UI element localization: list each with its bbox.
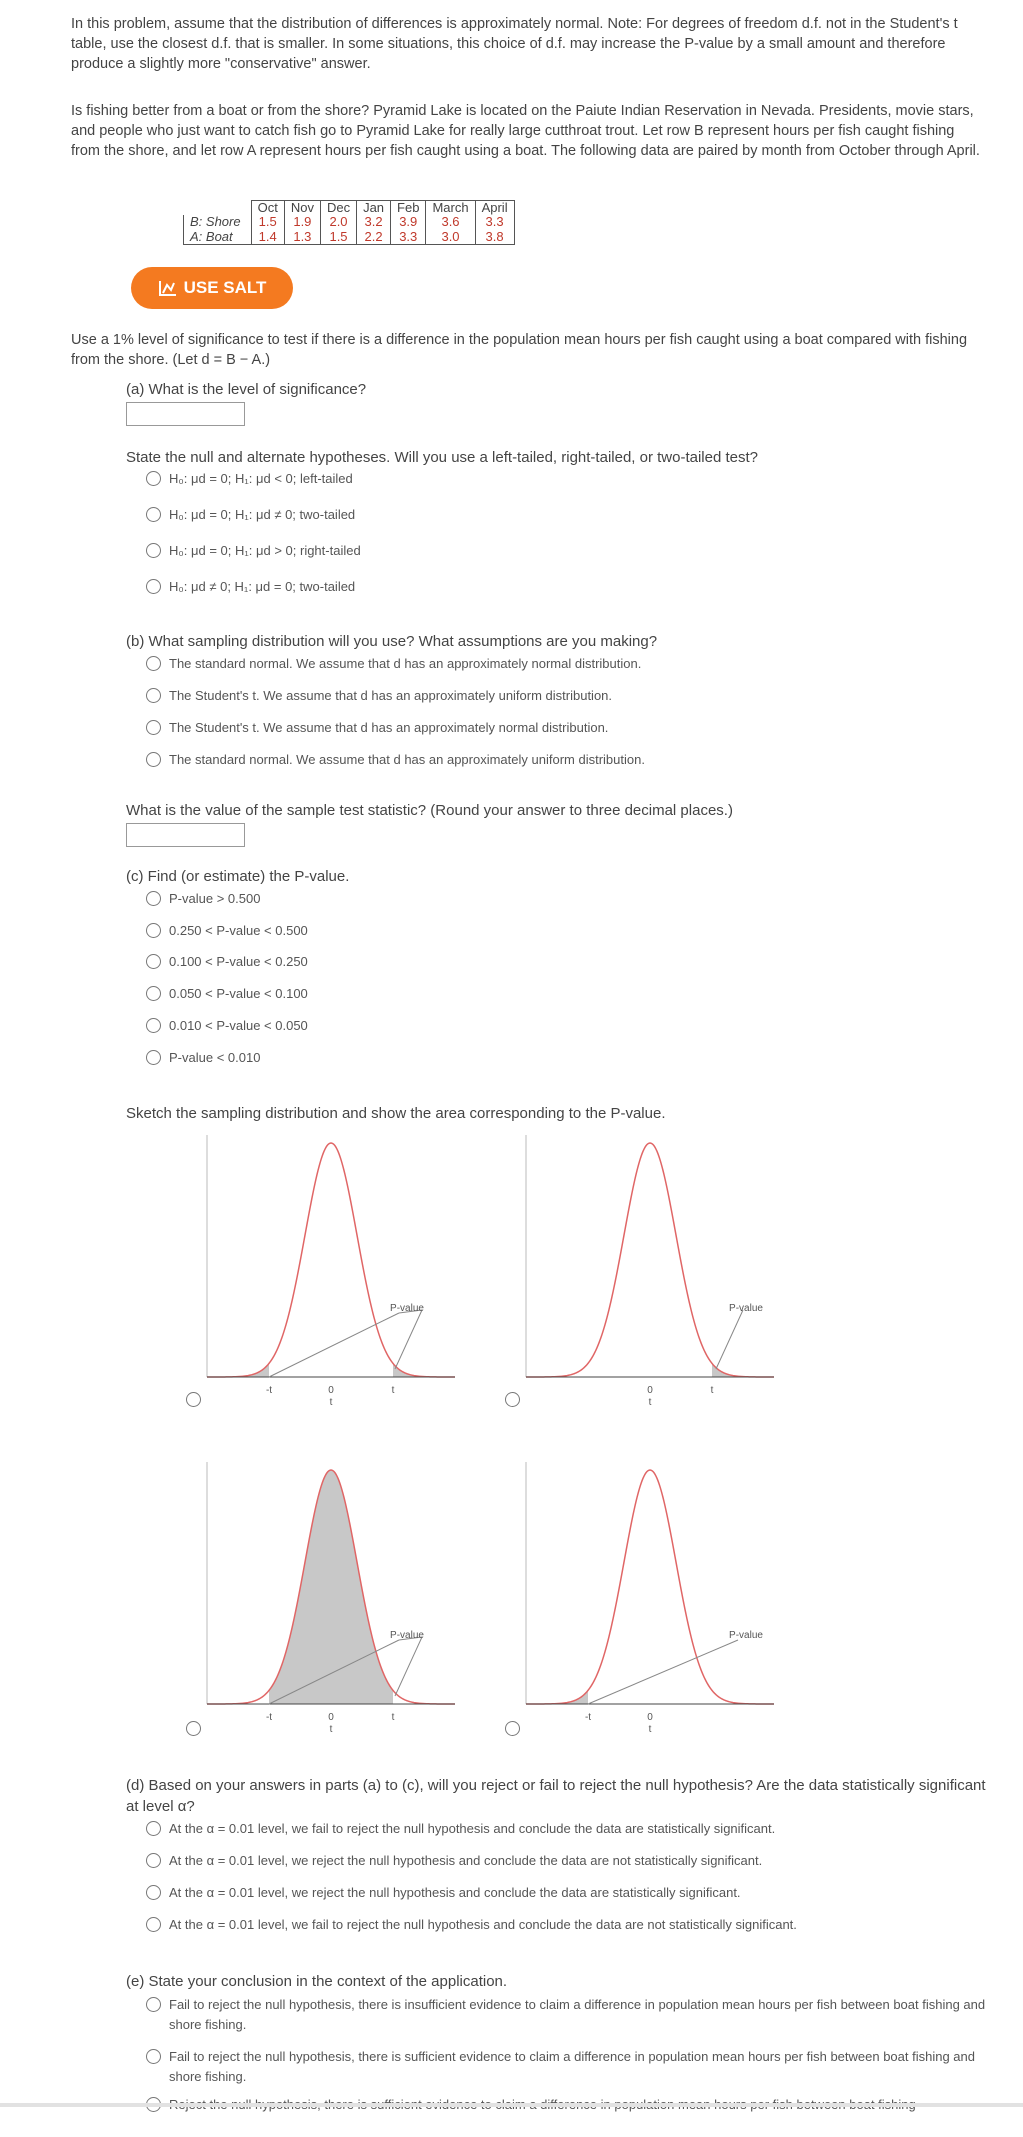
test-statistic-question: What is the value of the sample test statistic? (Round your answer to three decimal places.) (126, 802, 733, 819)
scroll-edge (0, 2103, 1023, 2107)
conclusion-option[interactable]: At the α = 0.01 level, we reject the null hypothesis and conclude the data are not statistically significant. (146, 1852, 762, 1870)
radio-button[interactable] (146, 1885, 161, 1900)
hypothesis-option[interactable]: H₀: μd = 0; H₁: μd < 0; left-tailed (146, 470, 353, 488)
radio-button[interactable] (146, 543, 161, 558)
pvalue-pointer (269, 1313, 399, 1377)
tick-label-t: t (710, 1385, 714, 1396)
pvalue-pointer (716, 1310, 743, 1369)
table-cell: 2.2 (357, 230, 391, 245)
pvalue-label: P-value (729, 1303, 763, 1314)
part-e-question: (e) State your conclusion in the context of the application. (126, 1973, 508, 1990)
row-label: A: Boat (184, 230, 252, 245)
radio-button[interactable] (146, 688, 161, 703)
radio-button[interactable] (146, 720, 161, 735)
axis-label-t: t (329, 1397, 333, 1408)
pvalue-label: P-value (390, 1630, 424, 1641)
table-header-cell: March (426, 201, 475, 216)
axis-label-t: t (648, 1724, 652, 1735)
radio-button[interactable] (146, 507, 161, 522)
distribution-option[interactable]: The standard normal. We assume that d has an approximately uniform distribution. (146, 751, 645, 769)
data-table (183, 200, 515, 245)
radio-button[interactable] (146, 1018, 161, 1033)
problem-description: Is fishing better from a boat or from the shore? Pyramid Lake is located on the Paiute Indian Reservation in Nevada. Presidents, movie stars, and people who just want to catch fish go to Pyramid Lake for really large cutthroat trout. Let row B represent hours per fish caught fishing from the shore, and let row A represent hours per fish caught using a boat. The following data are paired by month from October through April. (71, 103, 980, 159)
radio-button[interactable] (146, 954, 161, 969)
distribution-curve (207, 1143, 455, 1377)
pvalue-shaded-area-left (207, 1363, 269, 1377)
pvalue-shaded-area-right (393, 1363, 455, 1377)
hypothesis-option[interactable]: H₀: μd = 0; H₁: μd > 0; right-tailed (146, 542, 361, 560)
table-row (184, 230, 515, 245)
table-cell: 3.3 (475, 215, 514, 229)
tick-label-t: t (391, 1712, 395, 1723)
graph-option-radio[interactable] (186, 1392, 201, 1407)
hypothesis-option[interactable]: H₀: μd = 0; H₁: μd ≠ 0; two-tailed (146, 506, 355, 524)
conclusion-option[interactable]: At the α = 0.01 level, we fail to reject the null hypothesis and conclude the data are not statistically significant. (146, 1916, 797, 1934)
radio-button[interactable] (146, 752, 161, 767)
radio-button[interactable] (146, 1821, 161, 1836)
table-cell: 3.2 (357, 215, 391, 229)
part-d-question: (d) Based on your answers in parts (a) to (c), will you reject or fail to reject the null hypothesis? Are the data statistically significant at level α? (126, 1777, 986, 1815)
radio-button[interactable] (146, 471, 161, 486)
table-cell: 2.0 (320, 215, 356, 229)
table-cell: 3.9 (391, 215, 426, 229)
table-row (184, 215, 515, 229)
table-header-cell: April (475, 201, 514, 216)
context-option[interactable]: Fail to reject the null hypothesis, there is insufficient evidence to claim a difference in population mean hours per fish between boat fishing and shore fishing. (146, 1995, 999, 2035)
pvalue-shaded-area (269, 1470, 393, 1704)
context-option[interactable]: Fail to reject the null hypothesis, there is sufficient evidence to claim a difference in population mean hours per fish between boat fishing and shore fishing. (146, 2047, 999, 2087)
tick-label-neg-t: -t (584, 1712, 592, 1723)
radio-button[interactable] (146, 891, 161, 906)
part-c-question: (c) Find (or estimate) the P-value. (126, 868, 350, 885)
graph-option-radio[interactable] (505, 1392, 520, 1407)
distribution-option[interactable]: The standard normal. We assume that d has an approximately normal distribution. (146, 655, 641, 673)
pvalue-shaded-area (526, 1690, 588, 1704)
table-cell: 1.5 (320, 230, 356, 245)
axis-label-t: t (329, 1724, 333, 1735)
radio-button[interactable] (146, 656, 161, 671)
radio-button[interactable] (146, 2049, 161, 2064)
graph-option-radio[interactable] (505, 1721, 520, 1736)
table-cell: 3.8 (475, 230, 514, 245)
table-cell: 1.3 (284, 230, 320, 245)
graph-left-tailed (526, 1462, 782, 1742)
table-header-cell: Oct (251, 201, 284, 216)
table-cell: 3.6 (426, 215, 475, 229)
radio-button[interactable] (146, 579, 161, 594)
pvalue-option[interactable]: 0.250 < P-value < 0.500 (146, 922, 308, 940)
tick-label-neg-t: -t (265, 1385, 273, 1396)
radio-button[interactable] (146, 1917, 161, 1932)
graph-center-area (207, 1462, 463, 1742)
table-header-cell: Dec (320, 201, 356, 216)
tick-label-zero: 0 (328, 1385, 334, 1396)
graph-option-radio[interactable] (186, 1721, 201, 1736)
tick-label-t: t (391, 1385, 395, 1396)
sketch-question: Sketch the sampling distribution and show the area corresponding to the P-value. (126, 1105, 666, 1122)
radio-button[interactable] (146, 923, 161, 938)
table-cell: 1.9 (284, 215, 320, 229)
radio-button[interactable] (146, 1997, 161, 2012)
tick-label-zero: 0 (328, 1712, 334, 1723)
table-cell: 1.4 (251, 230, 284, 245)
hypotheses-question: State the null and alternate hypotheses. Will you use a left-tailed, right-tailed, or two-tailed test? (126, 449, 759, 466)
table-header-cell: Feb (391, 201, 426, 216)
pvalue-option[interactable]: P-value < 0.010 (146, 1049, 260, 1067)
significance-input[interactable] (126, 402, 245, 426)
conclusion-option[interactable]: At the α = 0.01 level, we reject the null hypothesis and conclude the data are statistically significant. (146, 1884, 741, 1902)
distribution-option[interactable]: The Student's t. We assume that d has an approximately uniform distribution. (146, 687, 612, 705)
table-header-cell: Jan (357, 201, 391, 216)
salt-chart-icon (158, 279, 178, 297)
test-prompt: Use a 1% level of significance to test if there is a difference in the population mean hours per fish caught using a boat compared with fishing from the shore. (Let d = B − A.) (71, 332, 968, 368)
row-label: B: Shore (184, 215, 252, 229)
pvalue-label: P-value (390, 1303, 424, 1314)
graph-two-tailed (207, 1135, 463, 1415)
table-cell: 3.0 (426, 230, 475, 245)
table-cell: 1.5 (251, 215, 284, 229)
radio-button[interactable] (146, 1050, 161, 1065)
pvalue-option[interactable]: 0.050 < P-value < 0.100 (146, 985, 308, 1003)
radio-button[interactable] (146, 1853, 161, 1868)
tick-label-zero: 0 (647, 1385, 653, 1396)
part-b-question: (b) What sampling distribution will you use? What assumptions are you making? (126, 633, 658, 650)
test-statistic-input[interactable] (126, 823, 245, 847)
pvalue-label: P-value (729, 1630, 763, 1641)
intro-paragraph: In this problem, assume that the distribution of differences is approximately normal. Note: For degrees of freedom d.f. not in the Student's t table, use the closest d.f. that is smaller. In some situations, this choice of d.f. may increase the P-value by a small amount and therefore produce a slightly more "conservative" answer. (71, 16, 958, 72)
table-cell: 3.3 (391, 230, 426, 245)
part-a-question: (a) What is the level of significance? (126, 381, 367, 398)
table-corner (184, 201, 252, 216)
tick-label-neg-t: -t (265, 1712, 273, 1723)
conclusion-option[interactable]: At the α = 0.01 level, we fail to reject the null hypothesis and conclude the data are statistically significant. (146, 1820, 775, 1838)
tick-label-zero: 0 (647, 1712, 653, 1723)
pvalue-pointer (395, 1637, 422, 1696)
axis-label-t: t (648, 1397, 652, 1408)
use-salt-label: USE SALT (183, 278, 267, 297)
table-header-cell: Nov (284, 201, 320, 216)
distribution-curve (526, 1143, 774, 1377)
pvalue-option[interactable]: P-value > 0.500 (146, 890, 260, 908)
table-header-row (184, 201, 515, 216)
hypothesis-option[interactable]: H₀: μd ≠ 0; H₁: μd = 0; two-tailed (146, 578, 355, 596)
pvalue-pointer (395, 1310, 422, 1369)
graph-right-tailed (526, 1135, 782, 1415)
use-salt-button[interactable] (131, 267, 293, 309)
radio-button[interactable] (146, 986, 161, 1001)
distribution-curve (526, 1470, 774, 1704)
pvalue-option[interactable]: 0.010 < P-value < 0.050 (146, 1017, 308, 1035)
pvalue-shaded-area (712, 1363, 774, 1377)
pvalue-option[interactable]: 0.100 < P-value < 0.250 (146, 953, 308, 971)
distribution-option[interactable]: The Student's t. We assume that d has an approximately normal distribution. (146, 719, 608, 737)
